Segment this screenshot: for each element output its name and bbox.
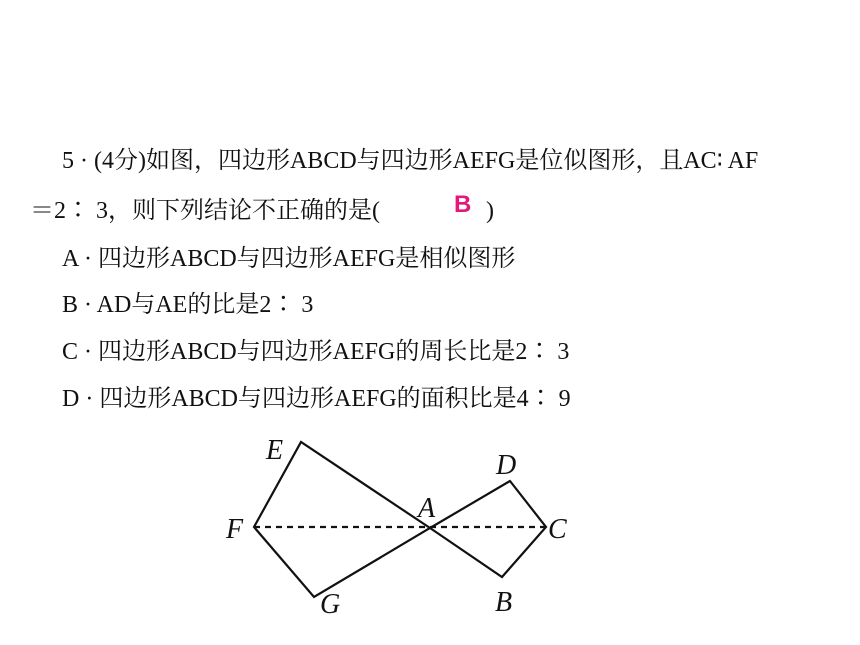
quadrilateral-abcd (430, 481, 546, 577)
vertex-label-g: G (320, 589, 341, 620)
vertex-label-e: E (266, 435, 284, 466)
vertex-label-f: F (226, 514, 244, 545)
question-line-1: 5 · (4分)如图，四边形ABCD与四边形AEFG是位似图形，且AC∶ AF (62, 148, 759, 174)
option-b: B · AD与AE的比是2∶ 3 (62, 292, 314, 318)
question-prompt: ＝2∶ 3，则下列结论不正确的是( (30, 198, 380, 224)
vertex-label-a: A (418, 493, 436, 524)
option-d: D · 四边形ABCD与四边形AEFG的面积比是4∶ 9 (62, 386, 571, 412)
option-c: C · 四边形ABCD与四边形AEFG的周长比是2∶ 3 (62, 339, 570, 365)
vertex-label-d: D (496, 450, 517, 481)
vertex-label-b: B (495, 587, 513, 618)
vertex-label-c: C (548, 514, 567, 545)
answer-letter: B (454, 191, 472, 218)
question-close-paren: ) (486, 198, 494, 224)
option-a: A · 四边形ABCD与四边形AEFG是相似图形 (62, 246, 516, 272)
